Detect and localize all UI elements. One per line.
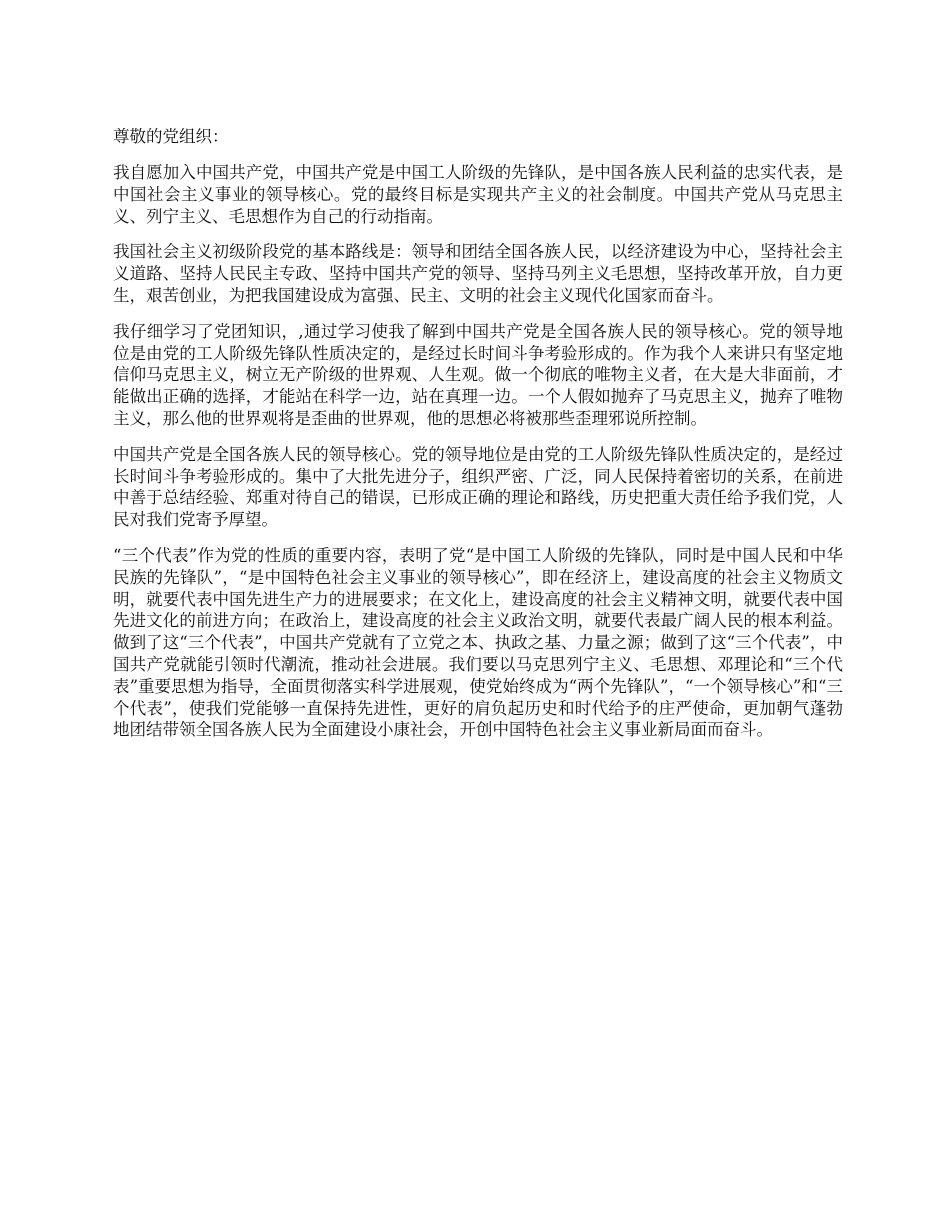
paragraph-5: “三个代表”作为党的性质的重要内容，表明了党“是中国工人阶级的先锋队，同时是中国人民和中华民族的先锋队”，“是中国特色社会主义事业的领导核心”，即在经济上，建设高度的社会主义物质文明，就要代表中国先进生产力的进展要求；在文化上，建设高度的社会主义精神文明，就要代表中国先进文化的前进方向；在政治上，建设高度的社会主义政治文明，就要代表最广阔人民的根本利益。做到了这“三个代表”，中国共产党就有了立党之本、执政之基、力量之源；做到了这“三个代表”，中国共产党就能引领时代潮流，推动社会进展。我们要以马克思列宁主义、毛思想、邓理论和“三个代表”重要思想为指导，全面贯彻落实科学进展观，使党始终成为“两个先锋队”，“一个领导核心”和“三个代表”，使我们党能够一直保持先进性，更好的肩负起历史和时代给予的庄严使命，更加朝气蓬勃地团结带领全国各族人民为全面建设小康社会，开创中国特色社会主义事业新局面而奋斗。 bbox=[113, 545, 843, 740]
paragraph-4: 中国共产党是全国各族人民的领导核心。党的领导地位是由党的工人阶级先锋队性质决定的，是经过长时间斗争考验形成的。集中了大批先进分子，组织严密、广泛，同人民保持着密切的关系，在前进中善于总结经验、郑重对待自己的错误，已形成正确的理论和路线，历史把重大责任给予我们党，人民对我们党寄予厚望。 bbox=[113, 444, 843, 530]
paragraph-2: 我国社会主义初级阶段党的基本路线是：领导和团结全国各族人民，以经济建设为中心，坚持社会主义道路、坚持人民民主专政、坚持中国共产党的领导、坚持马列主义毛思想，坚持改革开放，自力更生，艰苦创业，为把我国建设成为富强、民主、文明的社会主义现代化国家而奋斗。 bbox=[113, 242, 843, 305]
document-body bbox=[113, 126, 843, 755]
salutation: 尊敬的党组织： bbox=[113, 127, 229, 146]
paragraph-3: 我仔细学习了党团知识，,通过学习使我了解到中国共产党是全国各族人民的领导核心。党的领导地位是由党的工人阶级先锋队性质决定的，是经过长时间斗争考验形成的。作为我个人来讲只有坚定地信仰马克思主义，树立无产阶级的世界观、人生观。做一个彻底的唯物主义者，在大是大非面前，才能做出正确的选择，才能站在科学一边，站在真理一边。一个人假如抛弃了马克思主义，抛弃了唯物主义，那么他的世界观将是歪曲的世界观，他的思想必将被那些歪理邪说所控制。 bbox=[113, 321, 843, 428]
paragraph-1: 我自愿加入中国共产党，中国共产党是中国工人阶级的先锋队，是中国各族人民利益的忠实代表，是中国社会主义事业的领导核心。党的最终目标是实现共产主义的社会制度。中国共产党从马克思主义、列宁主义、毛思想作为自己的行动指南。 bbox=[113, 163, 843, 226]
